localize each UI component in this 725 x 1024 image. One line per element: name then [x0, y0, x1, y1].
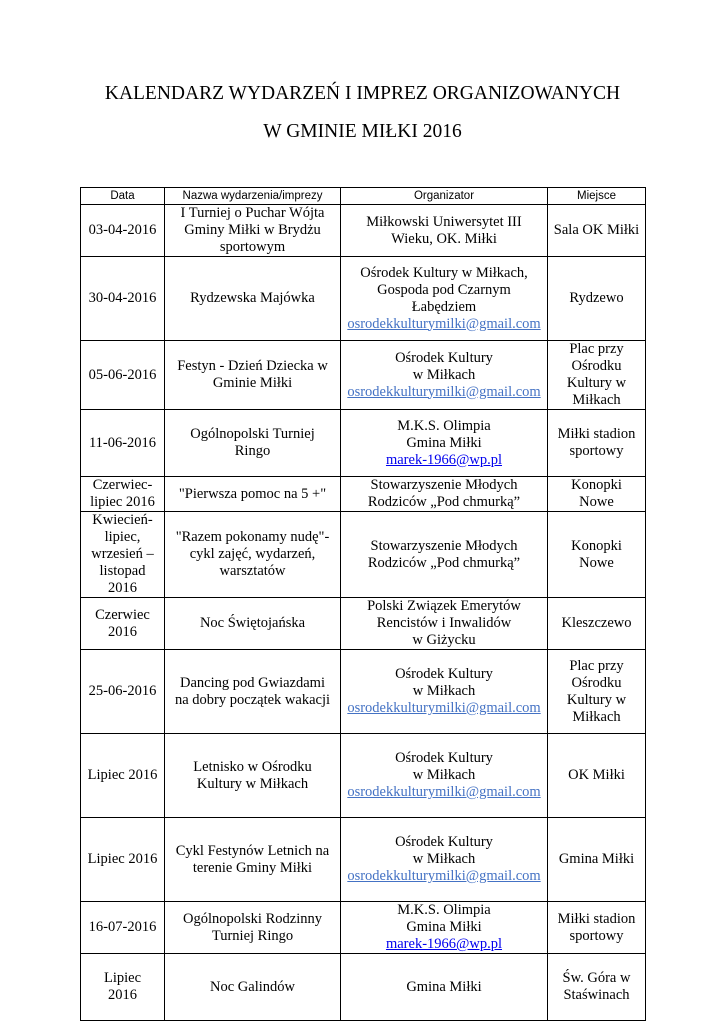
- cell-place: [548, 734, 646, 818]
- cell-event-name-line: na dobry początek wakacji: [175, 691, 330, 708]
- cell-place-line: sportowy: [569, 443, 624, 459]
- cell-organizer: [341, 341, 548, 410]
- cell-organizer: [341, 512, 548, 598]
- organizer-email-link[interactable]: osrodekkulturymilki@gmail.com: [347, 315, 541, 332]
- cell-date-line: lipiec 2016: [90, 494, 155, 510]
- cell-place-line: Kleszczewo: [561, 615, 632, 631]
- cell-organizer-line: Rencistów i Inwalidów: [376, 615, 512, 631]
- cell-date-line: 25-06-2016: [88, 683, 157, 699]
- cell-place: [548, 257, 646, 341]
- cell-event-name-line: Gminy Miłki w Brydżu: [184, 222, 321, 238]
- cell-place: [548, 954, 646, 1021]
- cell-place-line: Konopki: [571, 537, 622, 554]
- cell-organizer-line: Ośrodek Kultury: [395, 349, 493, 366]
- cell-organizer-line: Ośrodek Kultury: [395, 834, 493, 850]
- cell-event-name-line: Dancing pod Gwiazdami: [180, 674, 325, 691]
- cell-event-name-line: cykl zajęć, wydarzeń,: [189, 546, 316, 562]
- cell-place: [548, 512, 646, 598]
- cell-organizer: [341, 650, 548, 734]
- cell-organizer-line: w Miłkach: [412, 767, 476, 783]
- header-event-name: Nazwa wydarzenia/imprezy: [165, 188, 341, 205]
- cell-date: [81, 512, 165, 598]
- cell-organizer-line: Ośrodek Kultury w Miłkach,: [360, 264, 528, 281]
- cell-date: [81, 410, 165, 477]
- cell-event-name: [165, 410, 341, 477]
- cell-date-line: 11-06-2016: [88, 434, 157, 451]
- organizer-email-link[interactable]: osrodekkulturymilki@gmail.com: [347, 700, 541, 716]
- email-link[interactable]: marek-1966@wp.pl: [385, 451, 503, 468]
- cell-organizer: [341, 734, 548, 818]
- cell-organizer-line: w Miłkach: [412, 851, 476, 867]
- cell-place-line: Ośrodku: [571, 674, 622, 691]
- cell-event-name: [165, 205, 341, 257]
- cell-event-name: [165, 477, 341, 512]
- cell-place-line: Nowe: [579, 554, 614, 571]
- cell-date: [81, 734, 165, 818]
- cell-organizer-line: Łabędziem: [411, 298, 477, 315]
- table-row: [81, 954, 646, 1021]
- cell-organizer-line: Gospoda pod Czarnym: [377, 281, 511, 298]
- cell-place-line: Sala OK Miłki: [553, 222, 640, 238]
- cell-event-name-line: Festyn - Dzień Dziecka w: [177, 358, 328, 374]
- cell-organizer-line: Rodziców „Pod chmurką”: [367, 494, 521, 510]
- organizer-email-link[interactable]: osrodekkulturymilki@gmail.com: [347, 784, 541, 800]
- cell-place-line: Konopki: [571, 477, 622, 493]
- cell-date-line: Czerwiec: [95, 606, 150, 623]
- header-place: Miejsce: [548, 188, 646, 205]
- cell-place: [548, 205, 646, 257]
- cell-event-name: [165, 341, 341, 410]
- cell-place: [548, 341, 646, 410]
- events-table: [80, 187, 646, 1021]
- cell-event-name-line: Ogólnopolski Rodzinny: [183, 910, 322, 927]
- cell-date: [81, 477, 165, 512]
- cell-date-line: Lipiec 2016: [87, 851, 158, 867]
- organizer-email-link[interactable]: osrodekkulturymilki@gmail.com: [347, 868, 541, 884]
- events-table-body: [81, 205, 646, 1021]
- cell-place-line: Miłki stadion: [557, 910, 636, 927]
- cell-date-line: 05-06-2016: [88, 366, 157, 383]
- cell-place-line: Kultury w: [566, 375, 627, 391]
- cell-place-line: Kultury w: [566, 691, 627, 708]
- cell-date-line: 2016: [108, 623, 137, 640]
- cell-date: [81, 818, 165, 902]
- cell-event-name-line: Ogólnopolski Turniej: [190, 426, 315, 442]
- cell-event-name-line: warsztatów: [219, 563, 286, 579]
- cell-organizer: [341, 477, 548, 512]
- cell-organizer: [341, 954, 548, 1021]
- cell-place: [548, 650, 646, 734]
- cell-place-line: Staświnach: [563, 987, 630, 1003]
- cell-place-line: OK Miłki: [568, 767, 625, 783]
- cell-place: [548, 598, 646, 650]
- cell-place-line: Miłkach: [572, 392, 621, 408]
- cell-event-name-line: "Razem pokonamy nudę"-: [175, 529, 330, 545]
- cell-date-line: 03-04-2016: [88, 222, 157, 238]
- cell-date-line: 2016: [108, 987, 137, 1003]
- cell-event-name-line: Cykl Festynów Letnich na: [175, 842, 330, 859]
- cell-place: [548, 477, 646, 512]
- cell-organizer-line: Rodziców „Pod chmurką”: [367, 554, 521, 571]
- cell-event-name-line: Letnisko w Ośrodku: [193, 758, 312, 775]
- table-row: [81, 477, 646, 512]
- cell-place-line: Rydzewo: [569, 290, 624, 306]
- cell-organizer-line: w Miłkach: [412, 683, 476, 699]
- cell-event-name-line: Kultury w Miłkach: [196, 775, 309, 792]
- table-row: [81, 512, 646, 598]
- table-row: [81, 205, 646, 257]
- table-row: [81, 818, 646, 902]
- document-title-line-2: W GMINIE MIŁKI 2016: [263, 121, 462, 142]
- cell-event-name-line: Noc Galindów: [210, 978, 295, 995]
- cell-event-name-line: sportowym: [219, 239, 286, 255]
- cell-organizer-line: Stowarzyszenie Młodych: [370, 477, 518, 493]
- cell-event-name-line: "Pierwsza pomoc na 5 +": [178, 485, 327, 502]
- cell-place: [548, 410, 646, 477]
- cell-organizer-line: Gmina Miłki: [406, 978, 482, 995]
- cell-event-name-line: I Turniej o Puchar Wójta: [180, 205, 325, 221]
- cell-place-line: Nowe: [579, 494, 614, 510]
- table-row: [81, 341, 646, 410]
- cell-organizer: [341, 257, 548, 341]
- table-row: [81, 410, 646, 477]
- cell-event-name: [165, 818, 341, 902]
- cell-organizer-line: Gmina Miłki: [406, 919, 482, 935]
- cell-event-name: [165, 257, 341, 341]
- cell-date-line: Lipiec 2016: [87, 767, 158, 783]
- cell-date: [81, 598, 165, 650]
- header-organizer: Organizator: [341, 188, 548, 205]
- cell-event-name-line: terenie Gminy Miłki: [192, 859, 313, 876]
- cell-event-name-line: Rydzewska Majówka: [190, 290, 315, 306]
- cell-place: [548, 818, 646, 902]
- cell-date-line: Lipiec: [103, 970, 142, 986]
- cell-date: [81, 902, 165, 954]
- cell-date-line: 2016: [108, 580, 137, 596]
- cell-organizer: [341, 410, 548, 477]
- cell-place-line: Św. Góra w: [562, 970, 631, 986]
- table-row: [81, 902, 646, 954]
- cell-event-name: [165, 902, 341, 954]
- cell-date: [81, 257, 165, 341]
- cell-organizer-line: Gmina Miłki: [406, 434, 482, 451]
- cell-place-line: Miłkach: [572, 708, 621, 725]
- cell-place-line: Plac przy: [569, 657, 624, 674]
- table-header-row: [81, 188, 646, 205]
- cell-date-line: 30-04-2016: [88, 290, 157, 306]
- organizer-email-link[interactable]: osrodekkulturymilki@gmail.com: [347, 383, 541, 400]
- email-link[interactable]: marek-1966@wp.pl: [385, 936, 503, 952]
- cell-place-line: Plac przy: [569, 341, 624, 357]
- cell-date: [81, 205, 165, 257]
- cell-organizer-line: M.K.S. Olimpia: [397, 417, 491, 434]
- cell-place-line: Ośrodku: [571, 358, 622, 374]
- table-row: [81, 257, 646, 341]
- document-title-line-1: KALENDARZ WYDARZEŃ I IMPREZ ORGANIZOWANYCH: [104, 83, 621, 104]
- cell-organizer-line: Polski Związek Emerytów: [367, 598, 521, 614]
- cell-organizer-line: Ośrodek Kultury: [395, 666, 493, 682]
- cell-organizer: [341, 818, 548, 902]
- cell-date: [81, 650, 165, 734]
- cell-date-line: listopad: [99, 563, 146, 579]
- cell-date: [81, 954, 165, 1021]
- cell-date-line: Kwiecień-: [92, 512, 153, 528]
- cell-date-line: wrzesień –: [91, 546, 154, 562]
- cell-event-name: [165, 734, 341, 818]
- cell-event-name-line: Turniej Ringo: [211, 927, 294, 944]
- cell-place-line: sportowy: [569, 927, 624, 944]
- cell-event-name-line: Gminie Miłki: [212, 375, 293, 391]
- cell-event-name: [165, 512, 341, 598]
- cell-date-line: lipiec,: [104, 529, 141, 545]
- table-row: [81, 650, 646, 734]
- cell-date-line: 16-07-2016: [88, 919, 157, 935]
- cell-organizer: [341, 598, 548, 650]
- cell-event-name: [165, 598, 341, 650]
- cell-place-line: Gmina Miłki: [558, 851, 635, 867]
- cell-place: [548, 902, 646, 954]
- cell-event-name-line: Ringo: [234, 443, 271, 459]
- cell-event-name-line: Noc Świętojańska: [199, 615, 306, 631]
- cell-organizer: [341, 902, 548, 954]
- cell-organizer-line: M.K.S. Olimpia: [397, 902, 491, 918]
- cell-organizer-line: Ośrodek Kultury: [395, 750, 493, 766]
- cell-organizer: [341, 205, 548, 257]
- cell-event-name: [165, 954, 341, 1021]
- cell-event-name: [165, 650, 341, 734]
- cell-organizer-line: Stowarzyszenie Młodych: [370, 537, 518, 554]
- cell-place-line: Miłki stadion: [557, 426, 636, 442]
- header-date: Data: [81, 188, 165, 205]
- cell-organizer-line: w Miłkach: [412, 366, 476, 383]
- cell-organizer-line: Miłkowski Uniwersytet III: [366, 213, 522, 230]
- cell-date-line: Czerwiec-: [92, 477, 153, 493]
- cell-date: [81, 341, 165, 410]
- cell-organizer-line: Wieku, OK. Miłki: [391, 230, 497, 247]
- table-row: [81, 598, 646, 650]
- cell-organizer-line: w Giżycku: [412, 632, 476, 648]
- table-row: [81, 734, 646, 818]
